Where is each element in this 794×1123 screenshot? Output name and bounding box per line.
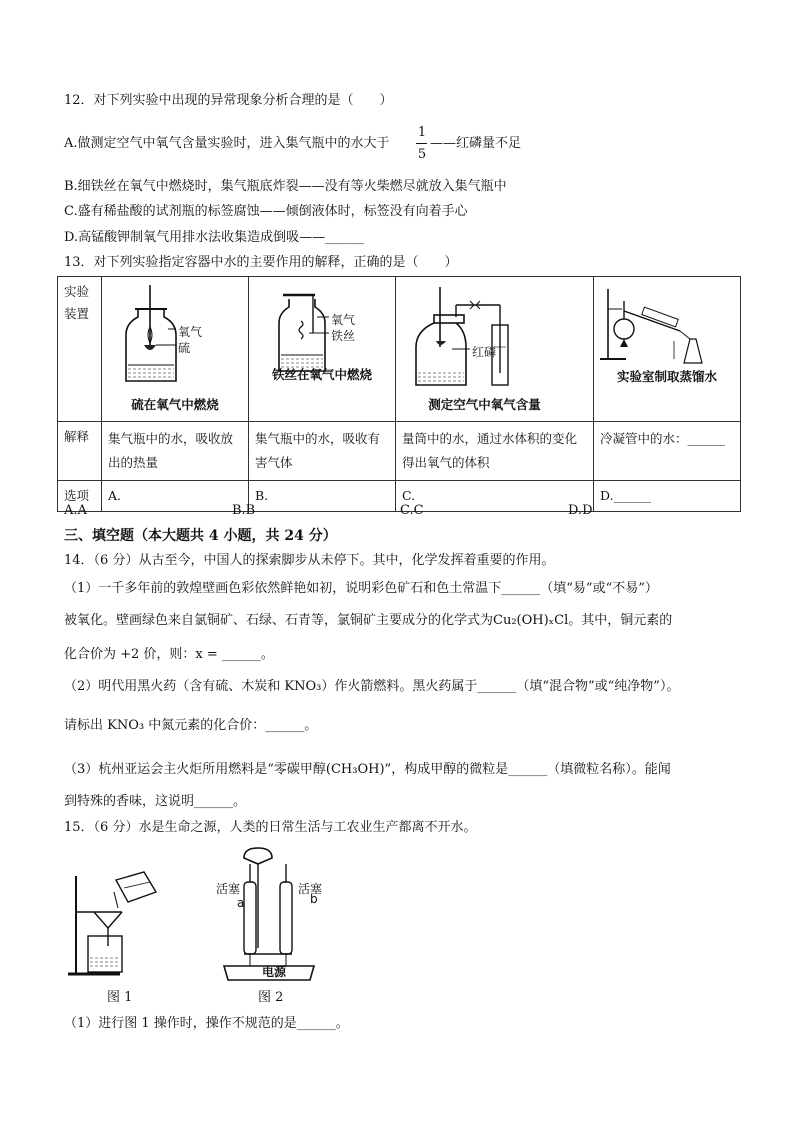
label-power-supply: 电源 [262,965,287,979]
label-right-valve: 活塞 [298,882,323,896]
q13-answer-a: A.A [64,503,87,518]
q14-part2-line2: 请标出 KNO₃ 中氮元素的化合价：______。 [64,718,318,733]
row-label-apparatus: 实验装置 [58,277,102,422]
label-red-phosphorus: 红磷 [472,345,497,359]
q12-option-d: D.高锰酸钾制氧气用排水法收集造成倒吸——______ [64,230,365,245]
figure-sulfur-burning [102,277,249,422]
q12-option-a [64,137,390,150]
figure2-electrolysis-diagram [194,842,324,984]
figure-oxygen-content [396,277,594,422]
figure-distillation [594,277,741,422]
option-cell-b: B. [249,481,396,512]
label-oxygen-2: 氧气 [331,313,356,327]
row-label-explanation: 解释 [58,422,102,481]
option-cell-d: D.______ [594,481,741,512]
figure1-caption: 图 1 [107,990,133,1005]
distillation-diagram [594,277,740,419]
label-a: a [237,896,245,910]
option-cell-c: C. [396,481,594,512]
q12-option-a-text: A.做测定空气中氧气含量实验时，进入集气瓶中的水大于 [64,136,390,151]
q13-table [57,276,741,512]
q13-answer-d: D.D [568,503,593,518]
caption-distillation: 实验室制取蒸馏水 [616,369,717,384]
label-sulfur: 硫 [178,341,191,355]
caption-oxygen-content: 测定空气中氧气含量 [428,397,541,412]
explanation-b: 集气瓶中的水，吸收有害气体 [249,422,396,481]
label-oxygen: 氧气 [178,325,203,339]
row-label-option: 选项 [58,481,102,512]
q12-option-c: C.盛有稀盐酸的试剂瓶的标签腐蚀——倾倒液体时，标签没有向着手心 [64,204,468,219]
explanation-d: 冷凝管中的水：______ [594,422,741,481]
label-b: b [310,892,318,906]
label-left-valve: 活塞 [216,882,241,896]
figure1-filtration-diagram [64,862,164,984]
caption-iron: 铁丝在氧气中燃烧 [271,367,372,382]
q14-part1-line2: 被氧化。壁画绿色来自氯铜矿、石绿、石青等，氯铜矿主要成分的化学式为Cu₂(OH)ₓCl。其中，铜元素的 [64,613,673,628]
q14-part1-line3: 化合价为 +2 价，则：x = ______。 [64,647,274,662]
section-title: 三、填空题（本大题共 4 小题，共 24 分） [64,528,337,544]
figure-iron-burning [249,277,396,422]
q13-stem: 13．对下列实验指定容器中水的主要作用的解释，正确的是（ ） [64,255,458,270]
explanation-a: 集气瓶中的水，吸收放出的热量 [102,422,249,481]
q14-part3-line2: 到特殊的香味，这说明______。 [64,794,247,809]
q15-part1: （1）进行图 1 操作时，操作不规范的是______。 [64,1016,349,1031]
q12-fraction-bar [416,143,427,144]
q13-answer-b: B.B [232,503,256,518]
q12-option-b: B.细铁丝在氧气中燃烧时，集气瓶底炸裂——没有等火柴燃尽就放入集气瓶中 [64,179,507,194]
q14-part1-line1: （1）一千多年前的敦煌壁画色彩依然鲜艳如初，说明彩色矿石和色土常温下______（填“易”或“不易”） [64,581,658,596]
label-iron-wire: 铁丝 [331,329,356,343]
q14-stem: 14．（6 分）从古至今，中国人的探索脚步从未停下。其中，化学发挥着重要的作用。 [64,553,555,568]
explanation-c: 量筒中的水，通过水体积的变化得出氧气的体积 [396,422,594,481]
q15-stem: 15．（6 分）水是生命之源，人类的日常生活与工农业生产都离不开水。 [64,820,477,835]
q12-stem: 12．对下列实验中出现的异常现象分析合理的是（ ） [64,93,393,108]
q14-part2-line1: （2）明代用黑火药（含有硫、木炭和 KNO₃）作火箭燃料。黑火药属于______（填“混合物”或“纯净物”）。 [64,679,680,694]
iron-jar-diagram [249,277,395,419]
figure2-caption: 图 2 [258,990,284,1005]
q12-option-a-tail: ——红磷量不足 [430,136,522,151]
option-cell-a: A. [102,481,249,512]
q14-part3-line1: （3）杭州亚运会主火炬所用燃料是“零碳甲醇(CH₃OH)”，构成甲醇的微粒是______（填微粒名称）。能闻 [64,762,671,777]
q12-fraction-denominator: 5 [417,147,427,162]
q12-fraction-numerator: 1 [417,125,427,140]
caption-sulfur: 硫在氧气中燃烧 [131,397,219,412]
q13-answer-c: C.C [400,503,424,518]
